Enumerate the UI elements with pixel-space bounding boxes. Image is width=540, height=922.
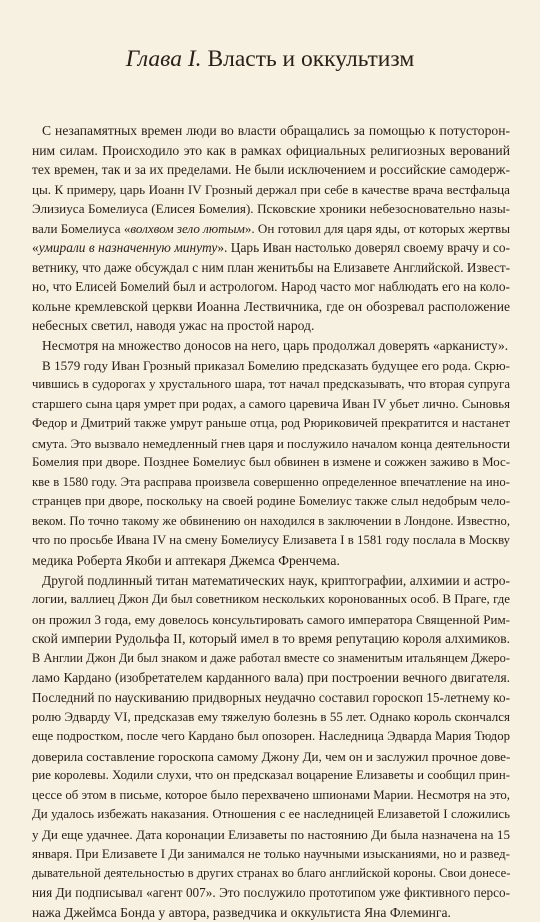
text-segment: « xyxy=(32,240,39,256)
text-segment: Ди удалось избежать наказания. Отношения с ее наследницей Елизаветой I сложились xyxy=(32,807,510,822)
text-segment: В 1579 году Иван Грозный приказал Бомелию предсказать будущее его рода. Скрю- xyxy=(42,357,510,373)
text-segment: Последний по наускиванию придворных неудачно составил гороскоп 15-летнему ко- xyxy=(32,689,510,705)
text-line xyxy=(32,277,510,297)
text-line xyxy=(32,336,510,356)
text-segment: ». Он готовил для царя яды, от которых жертвы xyxy=(244,220,510,236)
text-line xyxy=(32,747,510,767)
text-segment: Элизиуса Бомелиуса (Елисея Бомелия). Псковские хроники небезосновательно назы- xyxy=(32,201,510,217)
text-line xyxy=(32,844,510,864)
text-line xyxy=(32,590,510,610)
text-line xyxy=(32,551,510,571)
text-segment: что по просьбе Ивана IV на смену Бомелиусу Елизавета I в 1581 году послала в Москву xyxy=(32,533,510,548)
chapter-heading xyxy=(0,44,540,74)
text-segment: нажа Джеймса Бонда у автора, разведчика и оккультиста Яна Флеминга. xyxy=(32,904,451,920)
text-segment: С незапамятных времен люди во власти обращались за помощью к потусторон- xyxy=(42,123,510,138)
text-segment: Другой подлинный титан математических наук, криптографии, алхимии и астро- xyxy=(42,572,510,588)
text-line xyxy=(32,610,510,630)
italic-quote: умирали в назначенную минуту xyxy=(38,240,218,256)
text-line xyxy=(32,375,510,395)
text-segment: доверила составление гороскопа самому Джону Ди, чем он и заслужил прочное дове- xyxy=(32,748,511,764)
text-segment: смута. Это вызвало немедленный гнев царя и послужило началом конца деятельности xyxy=(32,435,510,451)
text-line xyxy=(32,141,510,161)
text-segment: цы. К примеру, царь Иоанн IV Грозный держал при себе в качестве врача вестфальца xyxy=(32,181,510,197)
italic-quote: волхвом зело лютым xyxy=(130,220,245,236)
text-segment: рие королевы. Ходили слухи, что он предсказал воцарение Елизаветы и сообщил прин- xyxy=(32,768,510,783)
text-segment: еще подростком, после чего Кардано был опозорен. Наследница Эдварда Мария Тюдор xyxy=(32,728,510,743)
text-segment: медика Роберта Якоби и аптекаря Джемса Френчема. xyxy=(32,553,340,569)
text-line xyxy=(32,531,510,551)
text-line xyxy=(32,258,510,278)
text-segment: ния Ди подписывал «агент 007». Это послужило прототипом уже фиктивного персо- xyxy=(32,885,510,901)
text-segment: чившись в судорогах у хрустального шара, тот начал предсказывать, что вторая супруга xyxy=(32,377,510,392)
text-line xyxy=(32,512,510,532)
text-segment: дывательной деятельностью в других странах во благо английской короны. Свои донесе- xyxy=(32,865,511,880)
text-line xyxy=(32,219,510,239)
text-segment: В Англии Джон Ди был знаком и даже работал вместе со знаменитым итальянцем Джеро- xyxy=(32,650,510,665)
text-line xyxy=(32,414,510,434)
text-segment: кольне кремлевской церкви Иоанна Лествичника, где он обозревал расположение xyxy=(32,298,510,314)
text-line xyxy=(32,688,510,708)
text-line xyxy=(32,121,510,141)
text-segment: цессе об этом в письме, которое было перехвачено шпионами Марии. Несмотря на это, xyxy=(32,787,510,802)
text-line xyxy=(32,649,510,669)
text-line xyxy=(32,786,510,806)
text-segment: ». Царь Иван настолько доверял своему врачу и со- xyxy=(217,240,510,256)
text-line xyxy=(32,864,510,884)
text-line xyxy=(32,316,510,336)
text-line xyxy=(32,160,510,180)
text-line xyxy=(32,805,510,825)
chapter-title-text: Власть и оккультизм xyxy=(201,46,415,72)
chapter-number: Глава I. xyxy=(125,46,202,72)
text-segment: Федор и Дмитрий также умрут раньше отца, род Рюриковичей прекратится и настанет xyxy=(32,416,510,431)
text-segment: Несмотря на множество доносов на него, царь продолжал доверять «арканисту». xyxy=(42,338,509,354)
text-line xyxy=(32,492,510,512)
text-segment: веком. По точно такому же обвинению он находился в заключении в Лондоне. Известно, xyxy=(32,513,510,528)
text-segment: странцев при дворе, поскольку на своей родине Бомелиус также слыл недобрым чело- xyxy=(32,494,510,509)
text-line xyxy=(32,434,510,454)
text-line xyxy=(32,707,510,727)
text-segment: кве в 1580 году. Эта расправа произвела совершенно определенное впечатление на ино- xyxy=(32,474,510,489)
text-segment: ветнику, что даже обсуждал с ним план женитьбы на Елизавете Английской. Извест- xyxy=(32,259,510,275)
text-segment: тех времен, так и за их пределами. Не были исключением и российские самодерж- xyxy=(32,162,510,178)
text-line xyxy=(32,668,510,688)
text-line xyxy=(32,903,510,922)
text-segment: но, что Елисей Бомелий был и астрологом. Народ часто мог наблюдать его на коло- xyxy=(32,279,510,295)
text-line xyxy=(32,238,510,258)
text-segment: он прожил 3 года, ему довелось консультировать самого императора Священной Рим- xyxy=(32,611,510,627)
text-segment: у Ди еще удачнее. Дата коронации Елизаветы по настоянию Ди была назначена на 15 xyxy=(32,826,510,842)
text-line xyxy=(32,453,510,473)
text-segment: ролю Эдварду VI, предсказав ему тяжелую болезнь в 55 лет. Однако король скончался xyxy=(32,709,510,725)
text-line xyxy=(32,297,510,317)
text-line xyxy=(32,883,510,903)
text-line xyxy=(32,199,510,219)
text-segment: старшего сына царя умрет при родах, а самого царевича Иван IV убьет лично. Сыновья xyxy=(32,396,510,411)
text-line xyxy=(32,180,510,200)
text-line xyxy=(32,727,510,747)
text-line xyxy=(32,395,510,415)
text-segment: вали Бомелиуса « xyxy=(32,220,131,236)
text-line xyxy=(32,356,510,376)
text-line xyxy=(32,629,510,649)
text-segment: ним силам. Происходило это как в рамках официальных религиозных верований xyxy=(32,142,510,158)
text-line xyxy=(32,473,510,493)
text-line xyxy=(32,825,510,845)
text-segment: ламо Кардано (изобретателем карданного вала) при построении вечного двигателя. xyxy=(32,670,510,686)
text-segment: января. При Елизавете I Ди занимался не только научными изысканиями, но и развед- xyxy=(32,846,510,862)
text-segment: логии, валлиец Джон Ди был советником нескольких коронованных особ. В Праге, где xyxy=(32,592,510,607)
chapter-body-text xyxy=(32,121,510,922)
text-line xyxy=(32,766,510,786)
text-segment: ской империи Рудольфа II, который имел в то время репутацию короля алхимиков. xyxy=(32,631,510,647)
text-line xyxy=(32,571,510,591)
text-segment: небесных светил, наводя ужас на простой народ. xyxy=(32,318,315,334)
text-segment: Бомелия при дворе. Позднее Бомелиус был обвинен в измене и сожжен заживо в Мос- xyxy=(32,455,510,470)
